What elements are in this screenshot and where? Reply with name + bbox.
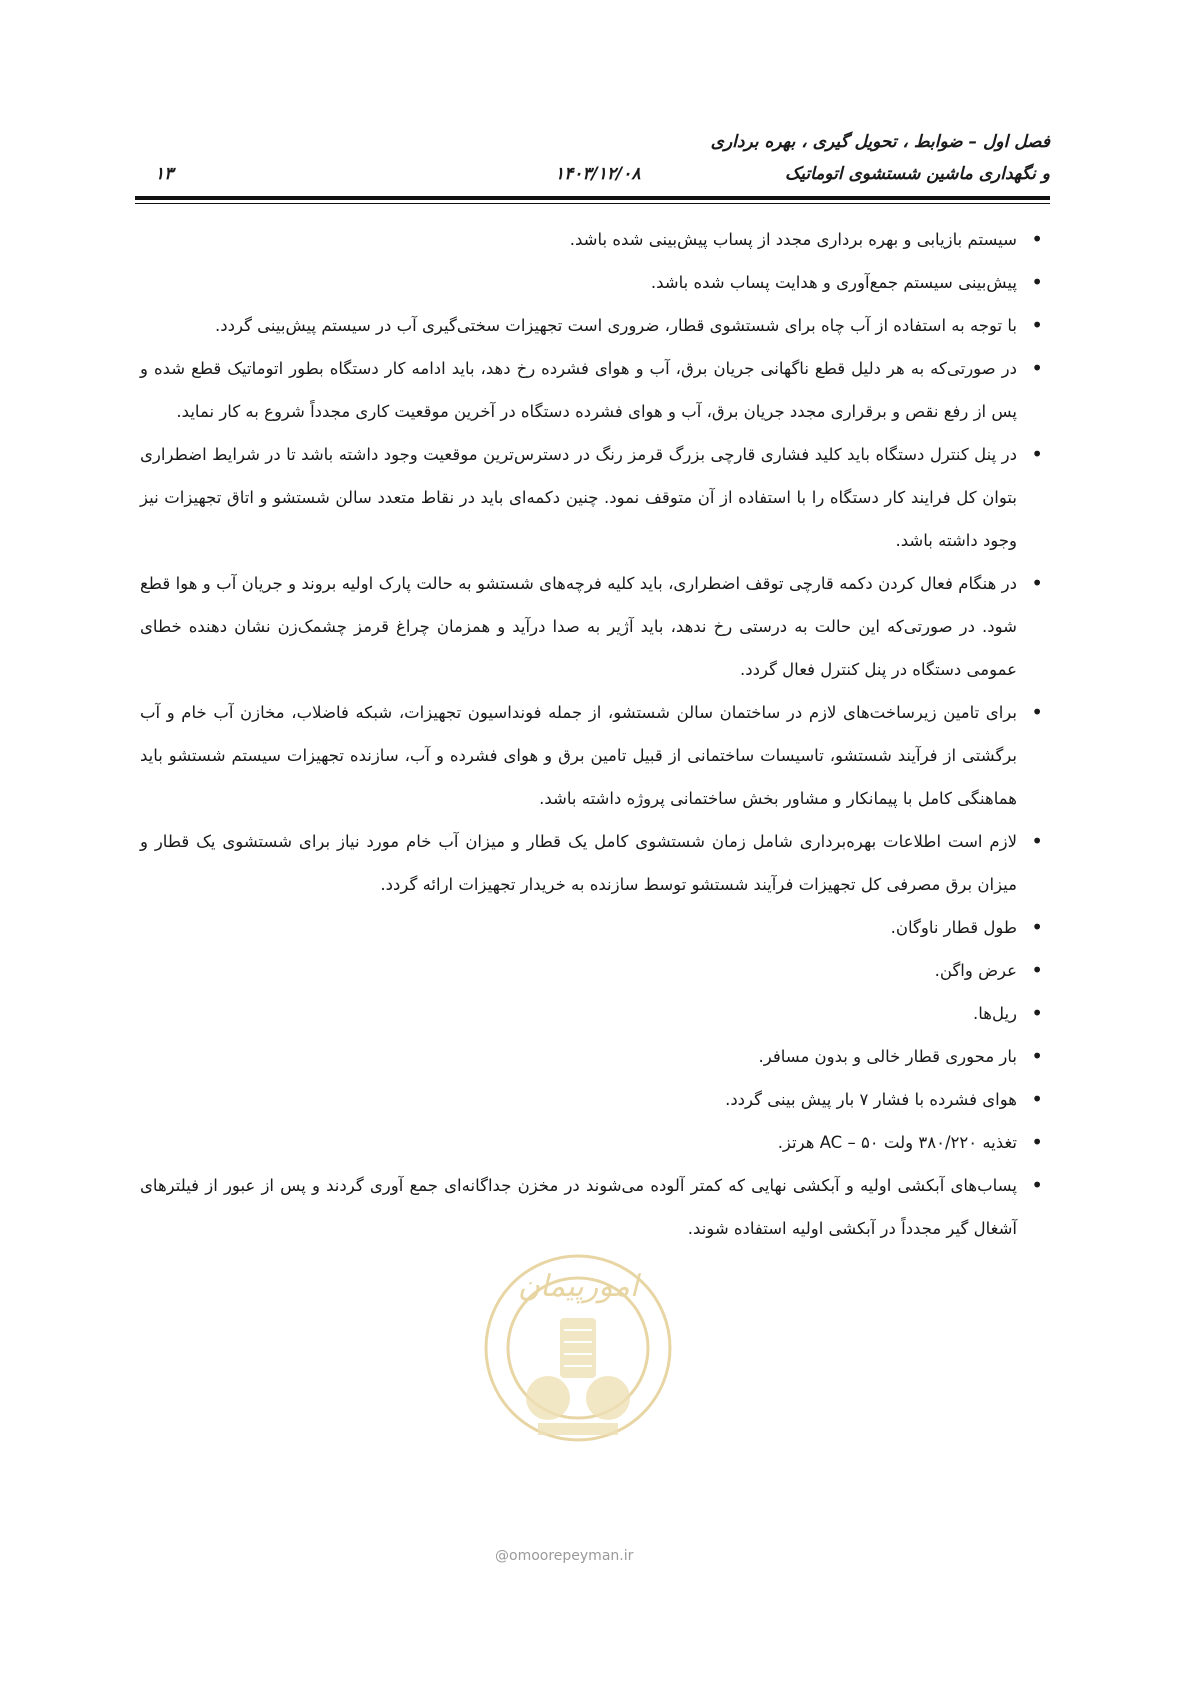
list-item: • پساب‌های آبکشی اولیه و آبکشی نهایی که کمتر آلوده می‌شوند در مخزن جداگانه‌ای جمع آوری گردند و پس از عبور از فیلترهای آشغال گیر مجدداً در آبکشی اولیه استفاده شوند. xyxy=(140,1164,1045,1250)
list-item: • پیش‌بینی سیستم جمع‌آوری و هدایت پساب شده باشد. xyxy=(140,261,1045,304)
list-item: • در پنل کنترل دستگاه باید کلید فشاری قارچی بزرگ قرمز رنگ در دسترس‌ترین موقعیت وجود داشته باشد تا در شرایط اضطراری بتوان کل فرایند کار دستگاه را با استفاده از آن متوقف نمود. چنین دکمه‌ای باید در نقاط متعدد سالن شستشو و اتاق تجهیزات نیز وجود داشته باشد. xyxy=(140,433,1045,562)
list-item: • تغذیه ۳۸۰/۲۲۰ ولت AC – ۵۰ هرتز. xyxy=(140,1121,1045,1164)
header-rule-thin xyxy=(135,203,1050,204)
list-item: • هوای فشرده با فشار ۷ بار پیش بینی گردد. xyxy=(140,1078,1045,1121)
chapter-title-line2: و نگهداری ماشین شستشوی اتوماتیک xyxy=(785,164,1050,184)
page-header xyxy=(135,128,1050,198)
list-item: • با توجه به استفاده از آب چاه برای شستشوی قطار، ضروری است تجهیزات سختی‌گیری آب در سیستم پیش‌بینی گردد. xyxy=(140,304,1045,347)
watermark-logo-icon xyxy=(478,1238,678,1468)
header-date: ۱۴۰۳/۱۲/۰۸ xyxy=(555,164,641,184)
watermark-site: @omoorepeyman.ir xyxy=(495,1548,634,1564)
list-item: • طول قطار ناوگان. xyxy=(140,906,1045,949)
list-item: • لازم است اطلاعات بهره‌برداری شامل زمان شستشوی کامل یک قطار و میزان آب خام مورد نیاز برای شستشوی یک قطار و میزان برق مصرفی کل تجهیزات فرآیند شستشو توسط سازنده به خریدار تجهیزات ارائه گردد. xyxy=(140,820,1045,906)
list-item: • در هنگام فعال کردن دکمه قارچی توقف اضطراری، باید کلیه فرچه‌های شستشو به حالت پارک اولیه بروند و جریان آب و هوا قطع شود. در صورتی‌که این حالت به درستی رخ ندهد، باید آژیر به صدا درآید و همزمان چراغ قرمز چشمک‌زن نشان دهنده خطای عمومی دستگاه در پنل کنترل فعال گردد. xyxy=(140,562,1045,691)
body-content xyxy=(140,218,1045,1250)
list-item: • ریل‌ها. xyxy=(140,992,1045,1035)
list-item: • بار محوری قطار خالی و بدون مسافر. xyxy=(140,1035,1045,1078)
chapter-title-line1: فصل اول – ضوابط ، تحویل گیری ، بهره برداری xyxy=(710,132,1050,152)
list-item: • در صورتی‌که به هر دلیل قطع ناگهانی جریان برق، آب و هوای فشرده رخ دهد، باید ادامه کار دستگاه بطور اتوماتیک قطع شده و پس از رفع نقص و برقراری مجدد جریان برق، آب و هوای فشرده دستگاه در آخرین موقعیت کاری مجدداً شروع به کار نماید. xyxy=(140,347,1045,433)
list-item: • سیستم بازیابی و بهره برداری مجدد از پساب پیش‌بینی شده باشد. xyxy=(140,218,1045,261)
list-item: • برای تامین زیرساخت‌های لازم در ساختمان سالن شستشو، از جمله فونداسیون تجهیزات، شبکه فاضلاب، مخازن آب خام و آب برگشتی از فرآیند شستشو، تاسیسات ساختمانی از قبیل تامین برق و هوای فشرده و آب، سازنده تجهیزات سیستم شستشو باید هماهنگی کامل با پیمانکار و مشاور بخش ساختمانی پروژه داشته باشد. xyxy=(140,691,1045,820)
page-number: ۱۳ xyxy=(155,164,174,184)
list-item: • عرض واگن. xyxy=(140,949,1045,992)
bullet-list xyxy=(140,218,1045,1250)
watermark-logo-text: امورپیمان xyxy=(517,1269,639,1304)
header-rule-thick xyxy=(135,196,1050,200)
